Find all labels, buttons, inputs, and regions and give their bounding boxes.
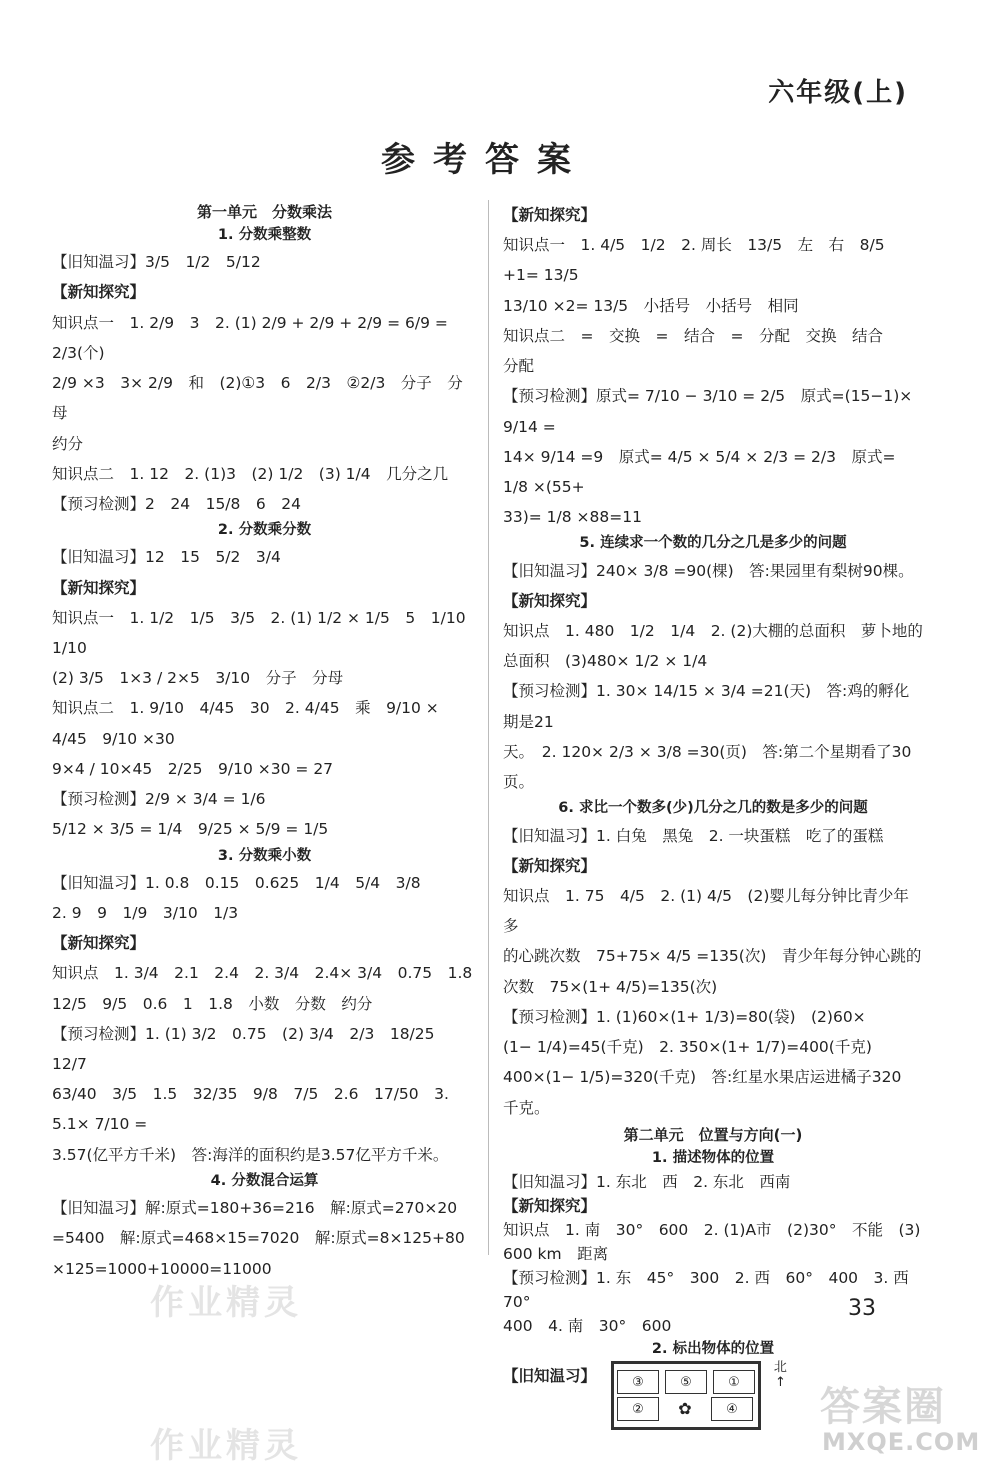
right-column [503,200,923,1430]
answer-line: 63/40 3/5 1.5 32/35 9/8 7/5 2.6 17/50 3. 5.1× 7/10 = [52,1085,449,1134]
section-label: 【新知探究】 [52,283,146,302]
answer-line: 400×(1− 1/5)=320(千克) 答:红星水果店运进橘子320 [503,1068,902,1087]
answer-line: 400 4. 南 30° 600 [503,1317,672,1335]
center-decoration-icon: ✿ [678,1398,692,1418]
section-label: 【新知探究】 [503,856,597,875]
answer-line: 5/12 × 3/5 = 1/4 9/25 × 5/9 = 1/5 [52,820,329,839]
lesson-heading: 2. 标出物体的位置 [651,1341,775,1358]
answer-line: 天。 2. 120× 2/3 × 3/8 =30(页) 答:第二个星期看了30页。 [503,742,912,792]
answer-line: 分配 [503,357,535,376]
answer-line: ×125=1000+10000=11000 [52,1259,272,1278]
section-label: 【新知探究】 [52,934,146,953]
answer-line: 知识点一 1. 4/5 1/2 2. 周长 13/5 左 右 8/5 +1= 13/5 [503,236,885,285]
grade-label: 六年级(上) [768,78,908,108]
watermark-logo: 作业精灵 [150,1283,302,1323]
answer-line: 的心跳次数 75+75× 4/5 =135(次) 青少年每分钟心跳的 [503,947,922,966]
answer-line: 知识点一 1. 1/2 1/5 3/5 2. (1) 1/2 × 1/5 5 1/10 1/10 [52,608,482,657]
answer-line: 【预习检测】1. 东 45° 300 2. 西 60° 400 3. 西 70° [503,1268,925,1311]
section-label: 【新知探究】 [503,591,597,610]
answer-line: 知识点 1. 南 30° 600 2. (1)A市 (2)30° 不能 (3) [503,1220,921,1239]
lesson-heading: 3. 分数乘小数 [217,847,312,864]
lesson-heading: 1. 描述物体的位置 [651,1149,775,1166]
page-title: 参考答案 [381,140,589,180]
answer-line: 知识点一 1. 2/9 3 2. (1) 2/9 + 2/9 + 2/9 = 6/9 = 2/3(个) [52,313,448,362]
lesson-heading: 5. 连续求一个数的几分之几是多少的问题 [579,535,847,552]
page-number: 33 [848,1296,876,1321]
answer-line: 600 km 距离 [503,1244,609,1263]
answer-line: 【旧知温习】1. 0.8 0.15 0.625 1/4 5/4 3/8 [52,873,421,892]
left-column [52,200,482,1284]
lesson-block [52,845,477,1170]
answer-line: 13/10 ×2= 13/5 小括号 小括号 相同 [503,296,799,315]
answer-line: 3.57(亿平方千米) 答:海洋的面积约是3.57亿平方千米。 [52,1145,449,1164]
answer-line: 知识点二 1. 9/10 4/45 30 2. 4/45 乘 9/10 × 4/45 9/10 ×30 [52,699,439,748]
answer-line: 【旧知温习】解:原式=180+36=216 解:原式=270×20 [52,1199,458,1218]
lesson-heading: 6. 求比一个数多(少)几分之几的数是多少的问题 [558,800,868,817]
answer-line: 12/5 9/5 0.6 1 1.8 小数 分数 约分 [52,994,373,1013]
section-label: 【新知探究】 [503,206,597,224]
site-logo: 答案圈 [820,1384,946,1430]
lesson-heading: 2. 分数乘分数 [217,522,312,539]
answer-line: 约分 [52,434,84,453]
north-label: 北 [773,1360,787,1376]
watermark-logo: 作业精灵 [150,1426,302,1466]
lesson-block [52,519,482,844]
answer-line: 【旧知温习】3/5 1/2 5/12 [52,253,261,272]
north-arrow-icon: ↑ [774,1374,786,1390]
north-indicator [774,1361,787,1390]
answer-line: 【预习检测】1. (1)60×(1+ 1/3)=80(袋) (2)60× [503,1007,866,1026]
grid-cell: ③ [617,1370,659,1394]
answer-line: 2. 9 9 1/9 3/10 1/3 [52,903,239,922]
answer-line: 【预习检测】2/9 × 3/4 = 1/6 [52,790,266,809]
lesson-block [52,224,477,519]
unit-heading: 第二单元 位置与方向(一) [623,1125,803,1144]
answer-line: 总面积 (3)480× 1/2 × 1/4 [503,652,708,671]
answer-line: 知识点二 1. 12 2. (1)3 (2) 1/2 (3) 1/4 几分之几 [52,464,449,483]
column-divider [488,200,489,1255]
answer-line: 【预习检测】原式= 7/10 − 3/10 = 2/5 原式=(15−1)× 9/14 = [503,387,913,436]
answer-line: =5400 解:原式=468×15=7020 解:原式=8×125+80 [52,1229,465,1248]
answer-line: 知识点 1. 3/4 2.1 2.4 2. 3/4 2.4× 3/4 0.75 1.8 [52,964,473,983]
answer-line: 知识点二 = 交换 = 结合 = 分配 交换 结合 [503,326,883,345]
grid-cell: ① [713,1370,755,1394]
answer-line: 次数 75×(1+ 4/5)=135(次) [503,977,718,996]
unit-heading: 第一单元 分数乘法 [196,203,332,221]
section-label: 【新知探究】 [52,578,146,597]
answer-line: 知识点 1. 480 1/2 1/4 2. (2)大棚的总面积 萝卜地的 [503,622,923,641]
grid-cell: ⑤ [665,1370,707,1394]
answer-line: 14× 9/14 =9 原式= 4/5 × 5/4 × 2/3 = 2/3 原式= 1/8 ×(55+ [503,447,896,496]
answer-line: 9×4 / 10×45 2/25 9/10 ×30 = 27 [52,759,334,778]
answer-line: 【预习检测】1. 30× 14/15 × 3/4 =21(天) 答:鸡的孵化期是21 [503,682,910,731]
grid-cell: ② [617,1397,659,1421]
answer-line: 【旧知温习】240× 3/8 =90(棵) 答:果园里有梨树90棵。 [503,561,914,580]
answer-line: 千克。 [503,1098,550,1117]
answer-line: 知识点 1. 75 4/5 2. (1) 4/5 (2)婴儿每分钟比青少年多 [503,886,909,936]
answer-line: (2) 3/5 1×3 / 2×5 3/10 分子 分母 [52,669,344,688]
answer-line: 【旧知温习】12 15 5/2 3/4 [52,548,281,567]
answer-line: 2/9 ×3 3× 2/9 和 (2)①3 6 2/3 ②2/3 分子 分母 [52,374,463,423]
answer-line: (1− 1/4)=45(千克) 2. 350×(1+ 1/7)=400(千克) [503,1038,872,1057]
site-logo-url: MXQE.COM [822,1428,981,1456]
answer-line: 【旧知温习】1. 白兔 黑兔 2. 一块蛋糕 吃了的蛋糕 [503,826,884,845]
lesson-heading: 4. 分数混合运算 [210,1172,319,1189]
lesson-heading: 1. 分数乘整数 [217,227,312,243]
answer-line: 【旧知温习】1. 东北 西 2. 东北 西南 [503,1172,791,1191]
section-label: 【新知探究】 [503,1196,597,1215]
grid-cell: ④ [711,1397,753,1421]
section-label: 【旧知温习】 [503,1367,597,1386]
answer-line: 【预习检测】2 24 15/8 6 24 [52,494,301,513]
position-grid [611,1361,761,1430]
lesson-block [52,1170,477,1284]
answer-line: 33)= 1/8 ×88=11 [503,508,642,527]
answer-line: 【预习检测】1. (1) 3/2 0.75 (2) 3/4 2/3 18/25 12/7 [52,1024,451,1074]
